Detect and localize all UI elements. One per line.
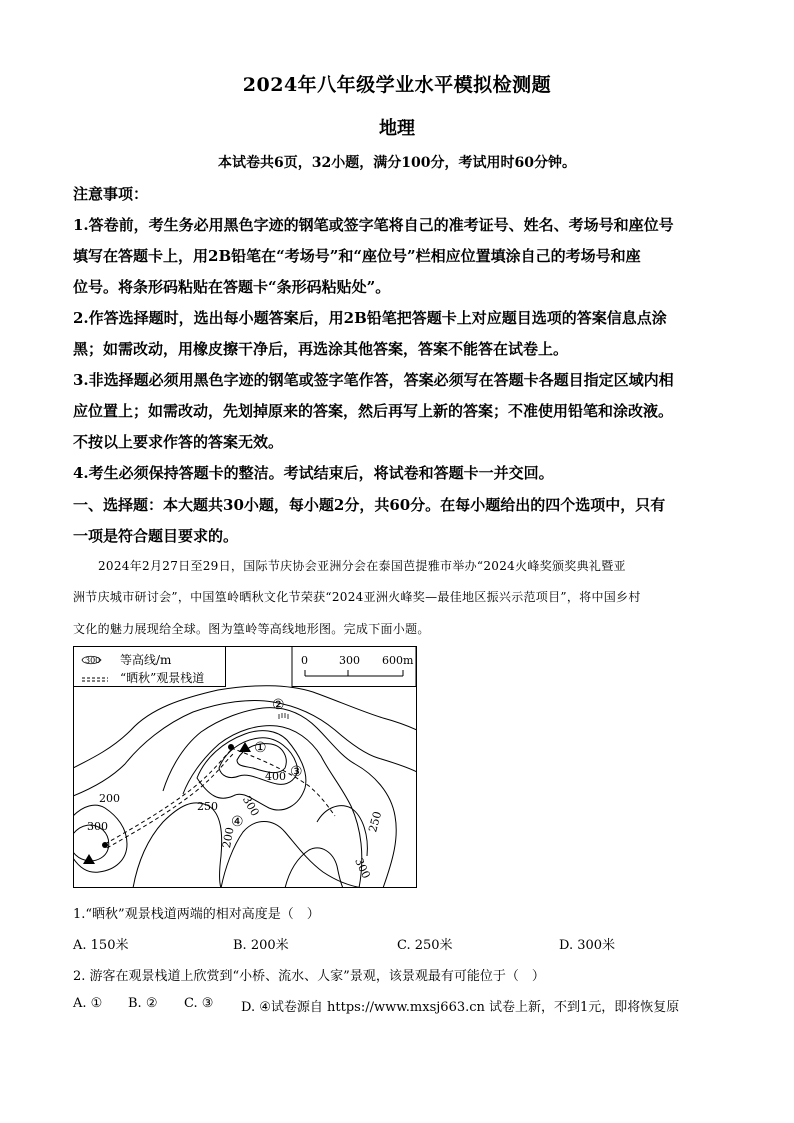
contour-label: 250 [197,800,218,813]
contour-map [73,646,417,888]
subject-title: 地理 [379,118,415,139]
contour-label: 200 [220,826,237,850]
scale-label: 0 [301,654,308,667]
legend-contour-label: 等高线/m [120,653,172,667]
question-1-option-b[interactable]: B. 200米 [233,938,289,953]
notes-line: 应位置上；如需改动，先划掉原来的答案，然后再写上新的答案；不准使用铅笔和涂改液。 [73,402,674,420]
notes-line: 黑；如需改动，用橡皮擦干净后，再选涂其他答案，答案不能答在试卷上。 [73,340,569,358]
scale-label: 600m [382,654,414,667]
contour-label: 400 [265,770,286,783]
scale-bar [292,647,416,687]
contour-label: 250 [366,810,385,834]
exam-info: 本试卷共6页，32小题，满分100分，考试用时60分钟。 [218,155,576,171]
notes-line: 4.考生必须保持答题卡的整洁。考试结束后，将试卷和答题卡一并交回。 [73,464,554,482]
contour-label: 300 [87,820,108,833]
passage-line: 洲节庆城市研讨会”，中国篁岭晒秋文化节荣获“2024亚洲火峰奖—最佳地区振兴示范项目”，将中国乡村 [73,590,641,604]
passage-line: 文化的魅力展现给全球。图为篁岭等高线地形图。完成下面小题。 [73,622,430,636]
marker-2: ② [272,697,285,713]
marker-3: ③ [290,764,303,780]
question-2-option-a[interactable]: A. ① [73,996,103,1011]
notes-line: 位号。将条形码粘贴在答题卡“条形码粘贴处”。 [73,278,391,296]
question-2-option-b[interactable]: B. ② [128,996,158,1011]
passage-line: 2024年2月27日至29日，国际节庆协会亚洲分会在泰国芭提雅市举办“2024火峰奖颁奖典礼暨亚 [98,559,626,573]
contour-label: 200 [99,792,120,805]
notes-line: 3.非选择题必须用黑色字迹的钢笔或签字笔作答，答案必须写在答题卡各题目指定区域内相 [73,371,674,389]
legend-trail-label: “晒秋”观景栈道 [120,671,205,685]
notes-line: 1.答卷前，考生务必用黑色字迹的钢笔或签字笔将自己的准考证号、姓名、考场号和座位号 [73,216,674,234]
marker-1: ① [254,740,267,756]
question-1-option-d[interactable]: D. 300米 [559,938,616,953]
question-2-option-c[interactable]: C. ③ [184,996,214,1011]
question-1-option-a[interactable]: A. 150米 [73,938,129,953]
legend-contour-value: 300 [85,656,101,665]
map-legend [74,647,226,687]
notes-line: 不按以上要求作答的答案无效。 [73,433,284,451]
question-2-option-d[interactable]: D. ④试卷源自 https://www.mxsj663.cn 试卷上新，不到1元，即将恢复原 [241,1000,680,1015]
question-1-option-c[interactable]: C. 250米 [397,938,453,953]
question-2-stem: 2. 游客在观景栈道上欣赏到“小桥、流水、人家”景观，该景观最有可能位于（ ） [73,969,545,984]
section-heading: 一、选择题：本大题共30小题，每小题2分，共60分。在每小题给出的四个选项中，只有 [73,496,666,514]
notes-line: 2.作答选择题时，选出每小题答案后，用2B铅笔把答题卡上对应题目选项的答案信息点涂 [73,309,667,327]
exam-title: 2024年八年级学业水平模拟检测题 [242,74,552,96]
scale-label: 300 [339,654,360,667]
notes-line: 填写在答题卡上，用2B铅笔在“考场号”和“座位号”栏相应位置填涂自己的考场号和座 [73,247,641,265]
notes-heading: 注意事项： [73,185,149,203]
question-1-stem: 1.“晒秋”观景栈道两端的相对高度是（ ） [73,907,320,922]
section-heading: 一项是符合题目要求的。 [73,527,239,545]
contour-label: 300 [239,793,262,819]
marker-4: ④ [231,814,244,830]
contour-label: 300 [352,856,373,881]
